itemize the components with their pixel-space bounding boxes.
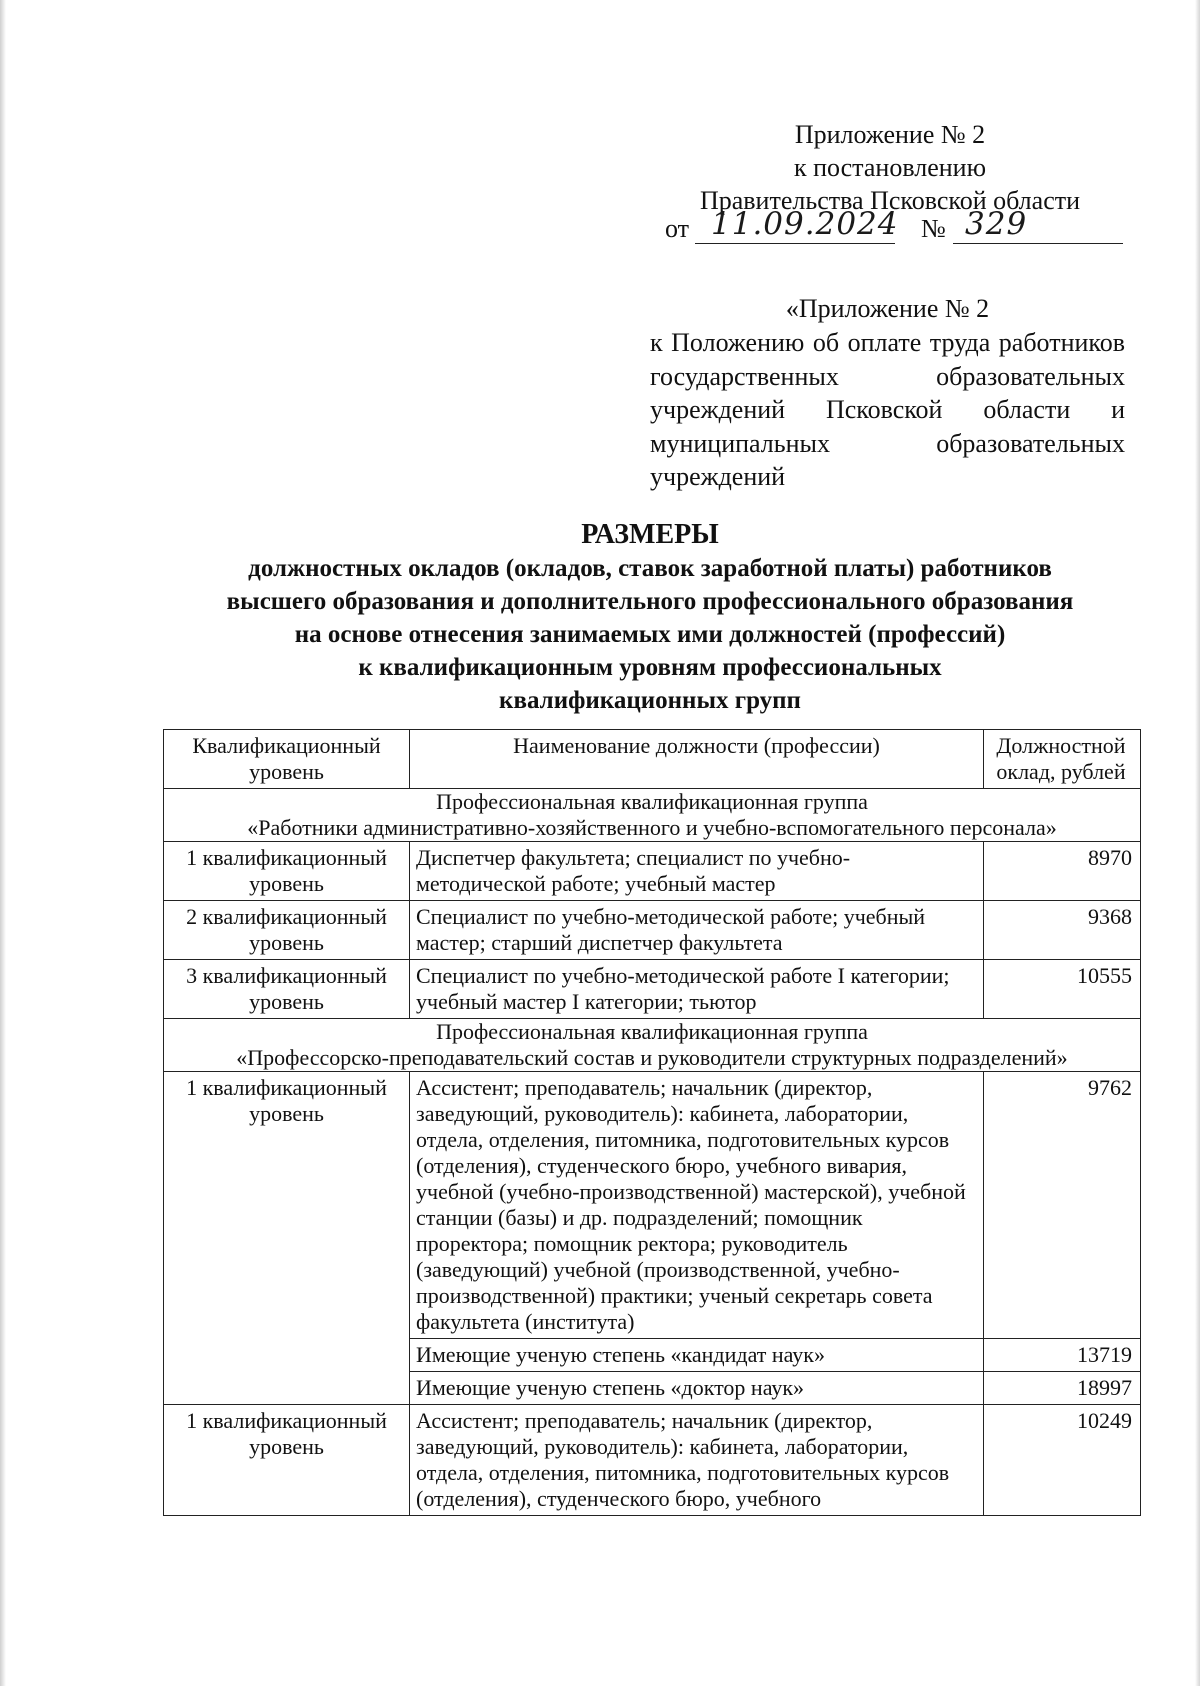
number-prefix: № [921, 214, 946, 243]
level-cell: 1 квалификационный уровень [164, 842, 410, 901]
table-row [164, 901, 1141, 960]
heading-title: РАЗМЕРЫ [581, 519, 719, 550]
group-title: Профессиональная квалификационная группа [436, 789, 868, 814]
heading-line2: высшего образования и дополнительного профессионального образования [226, 588, 1074, 615]
date-underline [695, 243, 895, 244]
attachment-line3: Правительства Псковской области [699, 186, 1081, 215]
group-header-row [164, 1019, 1141, 1072]
position-cell: Имеющие ученую степень «доктор наук» [410, 1372, 984, 1405]
salary-cell: 9762 [984, 1072, 1141, 1339]
handwritten-number: 329 [965, 206, 1028, 242]
heading-line1: должностных окладов (окладов, ставок заработной платы) работников [248, 555, 1052, 582]
level-cell: 1 квалификационный уровень [164, 1405, 410, 1516]
group-title: Профессиональная квалификационная группа [436, 1019, 868, 1044]
handwritten-date: 11.09.2024 [711, 206, 899, 242]
group-name: «Работники административно-хозяйственного и учебно-вспомогательного персонала» [247, 815, 1057, 840]
column-header-salary: Должностной оклад, рублей [984, 730, 1141, 789]
document-heading [150, 518, 1150, 717]
table-header-row [164, 730, 1141, 789]
group-header-row [164, 789, 1141, 842]
original-attachment-body: к Положению об оплате труда работников государственных образовательных учреждений Псковской области и муниципальных образовательных учреждений [650, 328, 1125, 491]
position-cell: Специалист по учебно-методической работе; учебный мастер; старший диспетчер факультета [410, 901, 984, 960]
salary-table [163, 729, 1141, 1516]
table-row [164, 1405, 1141, 1516]
original-attachment-title: «Приложение № 2 [785, 294, 990, 323]
decree-date-line [665, 206, 1125, 248]
position-cell: Ассистент; преподаватель; начальник (директор, заведующий, руководитель): кабинета, лаборатории, отдела, отделения, питомника, подготовительных курсов (отделения), студенческого бюро, учебного вивария, учебной (учебно-производственной) мастерской), учебной станции (базы) и др. подразделений; помощник проректора; помощник ректора; руководитель (заведующий) учебной (производственной, учебно-производственной) практики; ученый секретарь совета факультета (института) [410, 1072, 984, 1339]
salary-cell: 8970 [984, 842, 1141, 901]
table-row [164, 842, 1141, 901]
column-header-position: Наименование должности (профессии) [410, 730, 984, 789]
salary-cell: 10249 [984, 1405, 1141, 1516]
attachment-header [660, 118, 1120, 217]
position-cell: Специалист по учебно-методической работе I категории; учебный мастер I категории; тьютор [410, 960, 984, 1019]
level-cell: 1 квалификационный уровень [164, 1072, 410, 1405]
scan-edge-right [1195, 0, 1200, 1686]
table-row [164, 1072, 1141, 1339]
salary-cell: 13719 [984, 1339, 1141, 1372]
salary-cell: 18997 [984, 1372, 1141, 1405]
heading-line3: на основе отнесения занимаемых ими должностей (профессий) [294, 621, 1006, 648]
position-cell: Ассистент; преподаватель; начальник (директор, заведующий, руководитель): кабинета, лаборатории, отдела, отделения, питомника, подготовительных курсов (отделения), студенческого бюро, учебного [410, 1405, 984, 1516]
position-cell: Диспетчер факультета; специалист по учебно-методической работе; учебный мастер [410, 842, 984, 901]
heading-line5: квалификационных групп [499, 687, 801, 714]
number-underline [953, 243, 1123, 244]
salary-cell: 10555 [984, 960, 1141, 1019]
position-cell: Имеющие ученую степень «кандидат наук» [410, 1339, 984, 1372]
group-name: «Профессорско-преподавательский состав и руководители структурных подразделений» [236, 1045, 1068, 1070]
column-header-level: Квалификационный уровень [164, 730, 410, 789]
salary-cell: 9368 [984, 901, 1141, 960]
heading-line4: к квалификационным уровням профессиональных [358, 654, 942, 681]
level-cell: 3 квалификационный уровень [164, 960, 410, 1019]
attachment-line1: Приложение № 2 [794, 120, 986, 149]
attachment-line2: к постановлению [793, 153, 987, 182]
table-row [164, 960, 1141, 1019]
scan-edge-left [0, 0, 6, 1686]
level-cell: 2 квалификационный уровень [164, 901, 410, 960]
date-prefix: от [665, 214, 690, 243]
